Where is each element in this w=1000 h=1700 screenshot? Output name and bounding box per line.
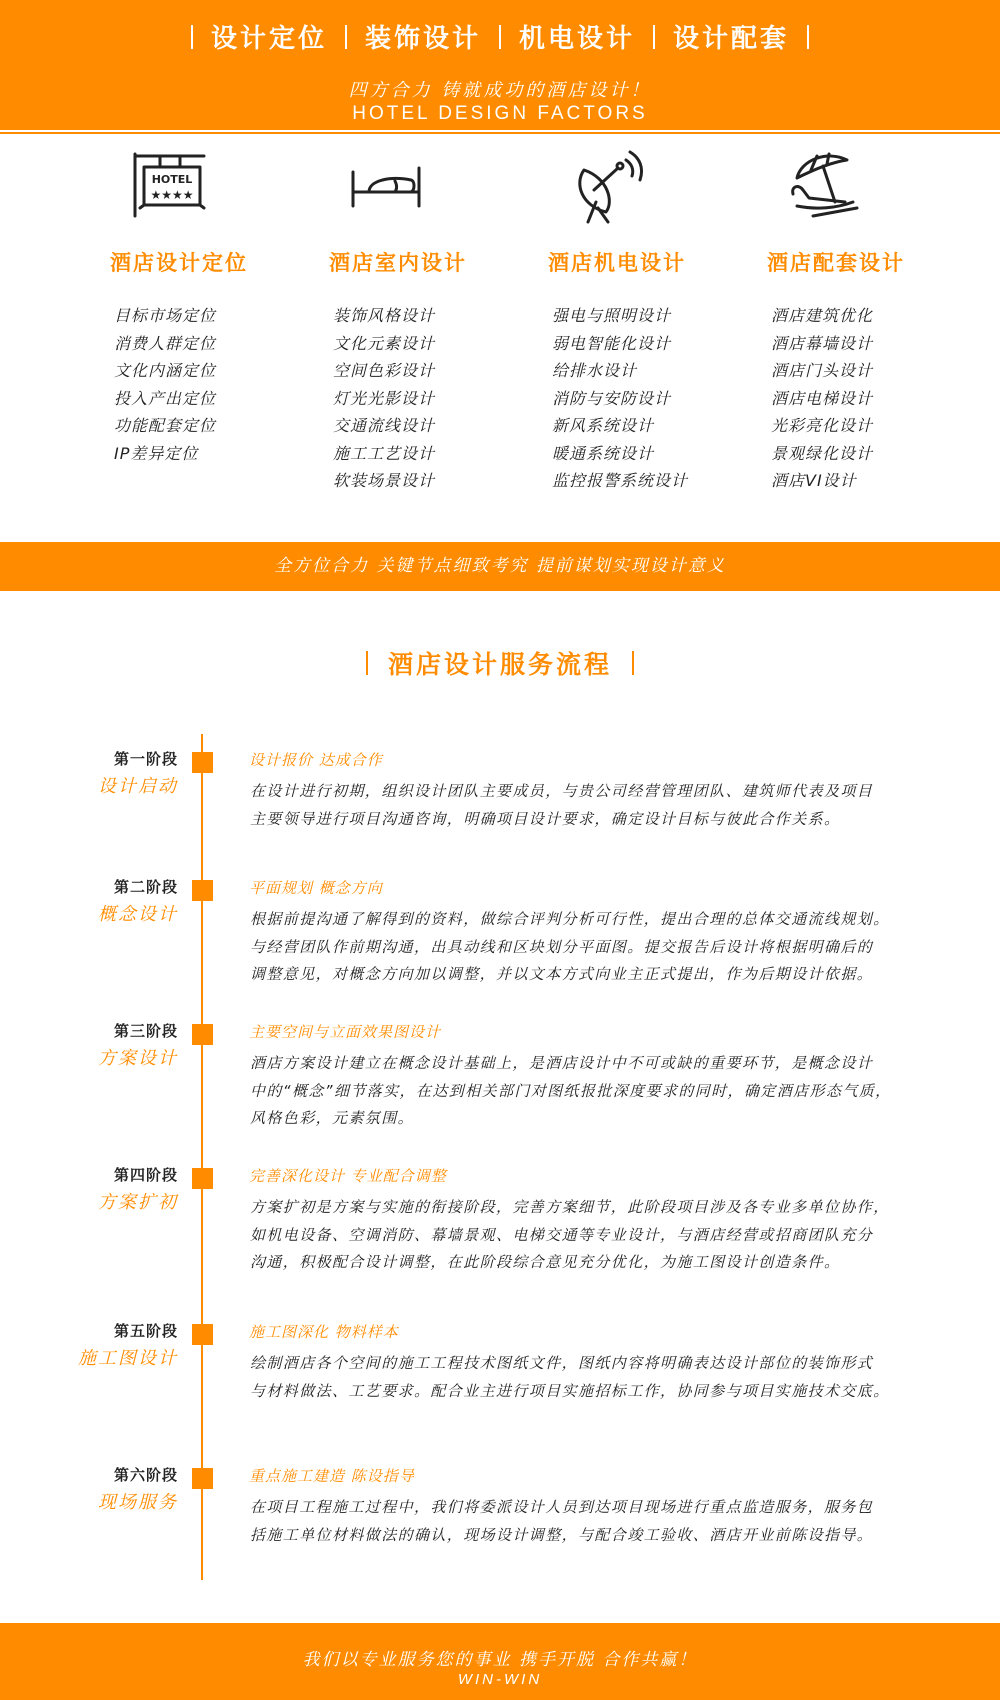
section-heading (0, 645, 1000, 681)
bed-icon (349, 150, 429, 226)
stage-subtitle: 平面规划 概念方向 (249, 879, 383, 897)
hotel-sign-icon (130, 150, 210, 226)
description-line: 风格色彩，元素氛围。 (250, 1109, 415, 1127)
list-item: 灯光光影设计 (333, 388, 436, 408)
list-item: 景观绿化设计 (771, 443, 874, 463)
stage-subtitle: 完善深化设计 专业配合调整 (249, 1167, 447, 1185)
stage-name: 概念设计 (98, 904, 178, 925)
list-item: 文化内涵定位 (114, 361, 217, 380)
nav-divider (807, 25, 809, 49)
category-title: 酒店设计定位 (110, 251, 248, 275)
description-line: 酒店方案设计建立在概念设计基础上，是酒店设计中不可或缺的重要环节，是概念设计 (250, 1054, 874, 1072)
footer-slogan-english: WIN-WIN (457, 1671, 543, 1688)
description-line: 在设计进行初期，组织设计团队主要成员，与贵公司经营管理团队、建筑师代表及项目 (250, 782, 874, 800)
description-line: 与经营团队作前期沟通，出具动线和区块划分平面图。提交报告后设计将根据明确后的 (250, 937, 874, 956)
list-item: 消防与安防设计 (552, 388, 672, 408)
stage-description (250, 1350, 970, 1405)
nav-item-supporting[interactable]: 设计配套 (673, 24, 790, 54)
svg-text:★★★★: ★★★★ (150, 188, 194, 202)
section-title: 酒店设计服务流程 (387, 650, 612, 679)
category-list (771, 302, 873, 495)
stage-number: 第三阶段 (113, 1022, 178, 1040)
timeline-line (201, 734, 203, 1580)
list-item: 酒店门头设计 (771, 361, 874, 380)
footer-slogan: 我们以专业服务您的事业 携手开脱 合作共赢！ (302, 1650, 698, 1670)
description-line: 括施工单位材料做法的确认，现场设计调整，与配合竣工验收、酒店开业前陈设指导。 (250, 1525, 874, 1544)
header-bar (0, 0, 1000, 130)
nav-divider (191, 25, 193, 49)
description-line: 绘制酒店各个空间的施工工程技术图纸文件，图纸内容将明确表达设计部位的装饰形式 (250, 1354, 874, 1372)
stage-name: 方案扩初 (98, 1192, 178, 1213)
list-item: 投入产出定位 (114, 388, 217, 408)
title-divider (632, 651, 634, 675)
timeline-marker (192, 880, 213, 901)
stage-subtitle: 重点施工建造 陈设指导 (249, 1467, 415, 1485)
stage-name: 方案设计 (98, 1048, 178, 1069)
list-item: 软装场景设计 (333, 471, 436, 490)
stage-name: 现场服务 (98, 1492, 178, 1513)
list-item: 空间色彩设计 (333, 361, 436, 380)
nav-item-mep[interactable]: 机电设计 (519, 24, 636, 54)
description-line: 调整意见，对概念方向加以调整，并以文本方式向业主正式提出，作为后期设计依据。 (250, 965, 874, 983)
hotel-sign-text: HOTEL (151, 173, 193, 186)
description-line: 根据前提沟通了解得到的资料，做综合评判分析可行性，提出合理的总体交通流线规划。 (250, 910, 890, 928)
list-item: 消费人群定位 (114, 333, 217, 353)
nav-item-decoration[interactable]: 装饰设计 (364, 24, 481, 54)
nav-divider (345, 25, 347, 49)
stage-subtitle: 主要空间与立面效果图设计 (249, 1023, 442, 1041)
timeline-marker (192, 1468, 213, 1489)
list-item: 光彩亮化设计 (771, 416, 874, 435)
middle-banner: 全方位合力 关键节点细致考究 提前谋划实现设计意义 (0, 542, 1000, 591)
stage-name: 施工图设计 (78, 1348, 178, 1369)
header-slogan: 四方合力 铸就成功的酒店设计！ (348, 80, 652, 101)
description-line: 与材料做法、工艺要求。配合业主进行项目实施招标工作，协同参与项目实施技术交底。 (250, 1381, 890, 1400)
stage-subtitle: 施工图深化 物料样本 (249, 1323, 399, 1341)
timeline-marker (192, 1324, 213, 1345)
stage-description (250, 1050, 970, 1133)
stage-number: 第五阶段 (113, 1322, 178, 1340)
list-item: 施工工艺设计 (333, 443, 436, 463)
description-line: 在项目工程施工过程中，我们将委派设计人员到达项目现场进行重点监造服务，服务包 (250, 1498, 874, 1516)
category-title: 酒店配套设计 (767, 251, 905, 275)
nav-item-positioning[interactable]: 设计定位 (210, 24, 327, 54)
top-nav (0, 18, 1000, 55)
list-item: 给排水设计 (552, 361, 638, 380)
list-item: 弱电智能化设计 (552, 333, 672, 353)
list-item: 装饰风格设计 (333, 306, 436, 325)
list-item: 酒店VI设计 (771, 471, 857, 490)
stage-number: 第四阶段 (113, 1166, 178, 1184)
footer-bar (0, 1623, 1000, 1700)
stage-description (250, 906, 970, 989)
stage-subtitle: 设计报价 达成合作 (249, 751, 383, 769)
description-line: 主要领导进行项目沟通咨询，明确项目设计要求，确定设计目标与彼此合作关系。 (250, 809, 841, 828)
title-divider (366, 651, 368, 675)
timeline-marker (192, 752, 213, 773)
stage-number: 第二阶段 (113, 878, 178, 896)
stage-name: 设计启动 (98, 776, 178, 797)
list-item: 强电与照明设计 (552, 306, 672, 325)
header-divider (0, 132, 1000, 134)
timeline-marker (192, 1024, 213, 1045)
description-line: 方案扩初是方案与实施的衔接阶段，完善方案细节，此阶段项目涉及各专业多单位协作， (250, 1198, 890, 1216)
stage-number: 第一阶段 (113, 750, 178, 768)
header-slogan-english: HOTEL DESIGN FACTORS (352, 103, 648, 124)
timeline-marker (192, 1168, 213, 1189)
category-list (552, 302, 688, 495)
list-item: 交通流线设计 (333, 416, 436, 435)
list-item: 文化元素设计 (333, 333, 436, 353)
list-item: 目标市场定位 (114, 306, 217, 325)
description-line: 中的“概念”细节落实，在达到相关部门对图纸报批深度要求的同时，确定酒店形态气质， (250, 1081, 892, 1100)
description-line: 如机电设备、空调消防、幕墙景观、电梯交通等专业设计，与酒店经营或招商团队充分 (250, 1225, 874, 1244)
list-item: 酒店电梯设计 (771, 388, 874, 408)
category-title: 酒店机电设计 (548, 251, 686, 275)
satellite-dish-icon (568, 150, 648, 226)
description-line: 沟通，积极配合设计调整，在此阶段综合意见充分优化，为施工图设计创造条件。 (250, 1253, 841, 1271)
stage-description (250, 1494, 970, 1549)
list-item: 酒店幕墙设计 (771, 333, 874, 353)
category-list (333, 302, 435, 495)
stage-number: 第六阶段 (113, 1466, 178, 1484)
category-list (114, 302, 216, 467)
list-item: 功能配套定位 (114, 416, 217, 435)
list-item: 酒店建筑优化 (771, 306, 874, 325)
stage-description (250, 778, 970, 833)
stage-description (250, 1194, 970, 1277)
list-item: 新风系统设计 (552, 416, 655, 435)
category-title: 酒店室内设计 (329, 251, 467, 275)
nav-divider (653, 25, 655, 49)
nav-divider (499, 25, 501, 49)
beach-umbrella-icon (787, 150, 867, 226)
list-item: 暖通系统设计 (552, 443, 655, 463)
list-item: IP差异定位 (114, 443, 199, 463)
list-item: 监控报警系统设计 (552, 471, 689, 490)
